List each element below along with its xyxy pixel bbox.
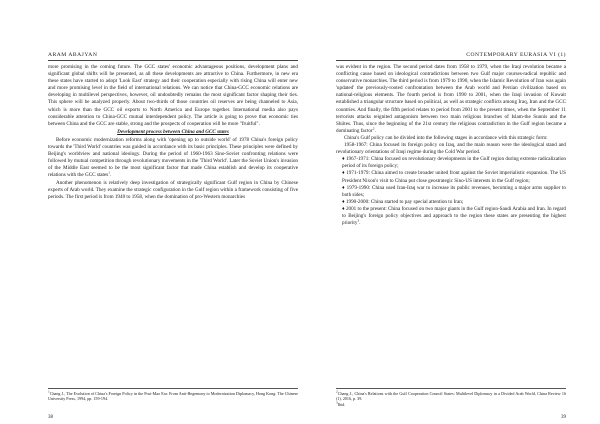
footnote-marker: 3 — [336, 400, 338, 405]
paragraph: Another phenomenon is relatively deep investigation of strategically significant Gulf region in China by Chinese experts of Arab world. They examine the strategic configuration in the Gulf region within a framework consisting of five periods. The first period is from 1940 to 1958, when the domination of pro-Western monarchies — [48, 179, 298, 200]
paragraph-with-footnote: was evident in the region. The second period dates from 1958 to 1979, when the Iraqi revolution became a conflicting cause based on ideological contradictions between two Gulf major courses-radical republic and conservative monarchies. The third period is from 1979 to 1990, when the Islamic Revolution of Iran was again 'updated' the previously-rooted confrontation between the Arab world and Persian civilization based on national-religious elements. The fourth period is from 1990 to 2001, when the Iraqi invasion of Kuwait established a triangular structure based on political, as well as strategic conflicts among Iraq, Iran and the GCC countries. And finally, the fifth period relates to period from 2001 to the present times, when the September 11 terrorists attacks reignited antagonism between two main religious branches of Islam-the Sunnis and the Shiites. Thus, since the beginning of the 21st century the religious contradiction in the Gulf region became a dominating factor$^2$. — [336, 64, 566, 134]
footnote-marker: 1 — [48, 389, 50, 394]
footnote-ref[interactable]: 3 — [357, 218, 360, 223]
paragraph-text: Before economic modernization reforms along with 'opening up to outside world' of 1978 China's foreign policy towards the 'Third World' countries was guided in accordance with its basic principles. These principles were defined by Beijing's worldview and national ideology. During the period of 1960-1963 Sino-Soviet confronting relations were followed by mutual competition through revolutionary movements in the 'Third World'. Later the Soviet Union's invasion of the Middle East seemed to be the most significant factor that made China establish and develop its cooperative relations with the GCC states — [48, 136, 298, 179]
list-item-text: 2001 to the present: China focused on two major giants in the Gulf region-Saudi Arabia and Iran. In regard to Beijing's foreign policy objectives and approach to the region these states are presenting the highest priority — [342, 205, 566, 227]
list-item-with-footnote: ♦ 2001 to the present: China focused on two major giants in the Gulf region-Saudi Arabia and Iran. In regard to Beijing's foreign policy objectives and approach to the region these states are presenting the highest priority$^3$. — [342, 205, 566, 227]
list-item — [336, 156, 566, 170]
list-item — [336, 199, 566, 206]
footnote — [336, 402, 566, 407]
left-page — [48, 0, 298, 424]
footnote-ref[interactable]: 1 — [108, 170, 111, 175]
right-page — [336, 0, 566, 424]
paragraph-text: was evident in the region. The second period dates from 1958 to 1979, when the Iraqi revolution became a conflicting cause based on ideological contradictions between two Gulf major courses-radical republic and conservative monarchies. The third period is from 1979 to 1990, when the Islamic Revolution of Iran was again 'updated' the previously-rooted confrontation between the Arab world and Persian civilization based on national-religious elements. The fourth period is from 1990 to 2001, when the Iraqi invasion of Kuwait established a triangular structure based on political, as well as strategic conflicts among Iraq, Iran and the GCC countries. And finally, the fifth period relates to period from 2001 to the present times, when the September 11 terrorists attacks reignited antagonism between two main religious branches of Islam-the Sunnis and the Shiites. Thus, since the beginning of the 21st century the religious contradiction in the Gulf region became a dominating factor — [336, 64, 566, 134]
bullet-icon: ♦ — [342, 170, 347, 177]
paragraph: more promising in the coming future. The GCC states' economic advantageous positions, development plans and significant global shifts will be presented, as all these developments are attractive to China. Furthermore, in new era these states have started to adopt 'Look East' strategy and their cooperation especially with rising China will enter new and more promising level in the field of international relations. We can notice that China-GCC economic relations are developing in multilevel perspectives, however, oil undoubtedly remains the most significant factor shaping their ties. This sphere will be analyzed properly. About two-thirds of those countries oil reserves are being channeled to Asia, which is more than the GCC oil exports to North America and Europe together. International media also pays considerable attention to China-GCC mutual interdependent policy. The article is going to prove that economic ties between China and the GCC are stable, strong and the prospects of cooperation will be more "fruitful". — [48, 64, 298, 127]
footnote-ref[interactable]: 2 — [372, 126, 375, 131]
footnote-marker: 2 — [336, 389, 338, 394]
page-number: 39 — [561, 415, 566, 420]
footnote-text: Ibid. — [337, 401, 346, 407]
bullet-icon: ♦ — [342, 205, 346, 212]
bullet-icon: ♦ — [342, 184, 347, 191]
list-item — [336, 185, 566, 199]
paragraph: China's Gulf policy can be divided into the following stages in accordance with this strategic form: — [344, 134, 548, 141]
footnote-text: Chang J., The Evolution of China's Foreign Policy in the Post-Mao Era: From Anti-Hegemony to Modernization Diplomacy, Hong Kong: The Chinese University Press, 1994, pp. 159-194. — [48, 391, 298, 402]
left-body-text — [48, 64, 298, 201]
list-item-text: 1979-1990: China used Iran-Iraq war to increase its public revenues, becoming a major arms supplier to both sides; — [342, 184, 567, 198]
running-head-journal: CONTEMPORARY EURASIA VI (1) — [336, 52, 566, 61]
footnotes — [336, 388, 566, 407]
bullet-icon: ♦ — [342, 156, 346, 163]
list-item: 1958-1967: China focused its foreign policy on Iraq, and the main reason were the ideological stand and revolutionary orientations of Iraqi regime during the Cold War period. — [336, 142, 566, 156]
list-item-text: 1971-1979: China aimed to create broader united front against the Soviet imperialistic expansion. The US President Nixon's visit to China put close geostrategic Sino-US interests in the Gulf region; — [342, 170, 566, 184]
footnotes — [48, 388, 298, 402]
footnote-text: Chang J., China's Relations with the Gulf Cooperation Council States: Multilevel Diplomacy in a Divided Arab World, China Review 16 (1), 2016, p. 39. — [336, 391, 566, 402]
right-body-text — [336, 64, 566, 227]
list-item-text: 1990-2000: China started to pay special attention to Iran; — [345, 198, 464, 205]
section-heading: Development process between China and GCC states — [117, 128, 229, 135]
list-item-text: 1967-1971: China focused on revolutionary developments in the Gulf region during extreme radicalization period of its foreign policy; — [342, 156, 566, 170]
page-number: 38 — [48, 415, 53, 420]
paragraph-with-footnote: Before economic modernization reforms along with 'opening up to outside world' of 1978 China's foreign policy towards the 'Third World' countries was guided in accordance with its basic principles. These principles were defined by Beijing's worldview and national ideology. During the period of 1960-1963 Sino-Soviet confronting relations were followed by mutual competition through revolutionary movements in the 'Third World'. Later the Soviet Union's invasion of the Middle East seemed to be the most significant factor that made China establish and develop its cooperative relations with the GCC states$^1$. — [48, 136, 298, 179]
running-head-author: ARAM ABAJYAN — [48, 52, 298, 61]
bullet-icon: ♦ — [342, 198, 346, 205]
list-item — [336, 170, 566, 184]
